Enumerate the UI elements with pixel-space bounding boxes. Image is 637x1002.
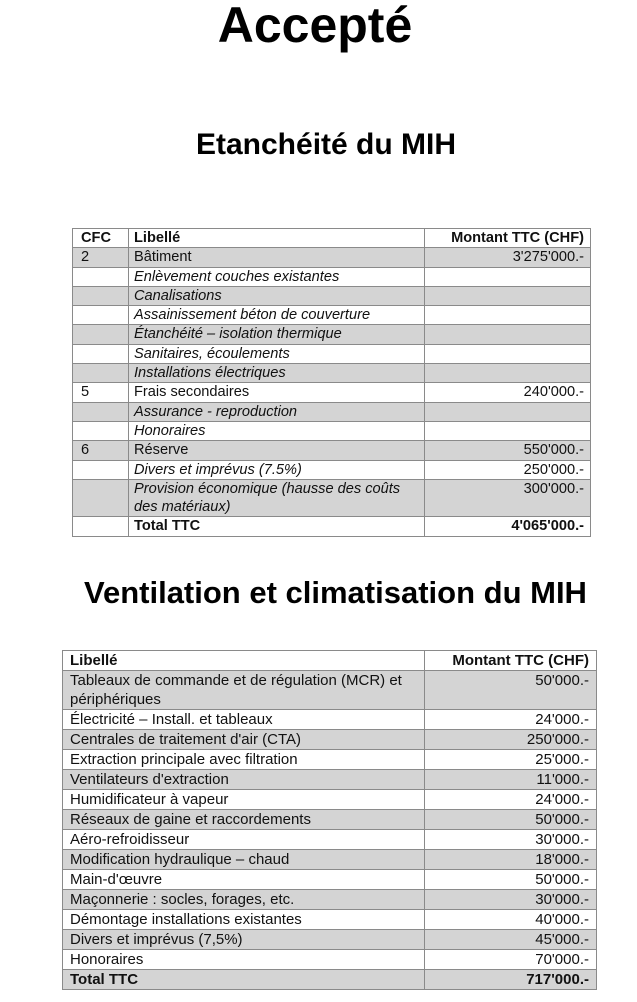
cell-cfc bbox=[73, 421, 129, 440]
cell-cfc: 6 bbox=[73, 441, 129, 460]
cell-label: Réserve bbox=[129, 441, 425, 460]
cell-cfc bbox=[73, 402, 129, 421]
cell-label: Assainissement béton de couverture bbox=[129, 306, 425, 325]
cell-cfc bbox=[73, 325, 129, 344]
table-row bbox=[63, 950, 597, 970]
cell-label: Centrales de traitement d'air (CTA) bbox=[63, 730, 425, 750]
table-row bbox=[63, 850, 597, 870]
cell-amount: 50'000.- bbox=[425, 810, 597, 830]
table-header-row bbox=[73, 229, 591, 248]
cell-label: Honoraires bbox=[129, 421, 425, 440]
cell-label: Démontage installations existantes bbox=[63, 910, 425, 930]
cell-label: Divers et imprévus (7,5%) bbox=[63, 930, 425, 950]
cell-amount: 50'000.- bbox=[425, 870, 597, 890]
etancheite-table-body bbox=[73, 248, 591, 536]
total-cfc bbox=[73, 517, 129, 536]
table-row bbox=[63, 830, 597, 850]
cell-label: Canalisations bbox=[129, 286, 425, 305]
cell-amount: 550'000.- bbox=[425, 441, 591, 460]
section-title-etancheite: Etanchéité du MIH bbox=[195, 128, 457, 161]
cell-label: Assurance - reproduction bbox=[129, 402, 425, 421]
table-row bbox=[73, 325, 591, 344]
table-row bbox=[73, 306, 591, 325]
cell-label: Divers et imprévus (7.5%) bbox=[129, 460, 425, 479]
cell-label: Sanitaires, écoulements bbox=[129, 344, 425, 363]
cell-amount: 24'000.- bbox=[425, 710, 597, 730]
cell-label: Maçonnerie : socles, forages, etc. bbox=[63, 890, 425, 910]
cell-amount: 40'000.- bbox=[425, 910, 597, 930]
cell-label: Étanchéité – isolation thermique bbox=[129, 325, 425, 344]
cell-label: Bâtiment bbox=[129, 248, 425, 267]
cell-amount: 240'000.- bbox=[425, 383, 591, 402]
cell-amount: 24'000.- bbox=[425, 790, 597, 810]
cell-label: Installations électriques bbox=[129, 364, 425, 383]
total-row bbox=[73, 517, 591, 536]
table-row bbox=[73, 383, 591, 402]
cell-cfc bbox=[73, 479, 129, 517]
cell-cfc bbox=[73, 306, 129, 325]
cell-cfc bbox=[73, 344, 129, 363]
cell-label: Honoraires bbox=[63, 950, 425, 970]
cell-amount: 18'000.- bbox=[425, 850, 597, 870]
cell-label: Réseaux de gaine et raccordements bbox=[63, 810, 425, 830]
table-row bbox=[73, 402, 591, 421]
cell-label: Frais secondaires bbox=[129, 383, 425, 402]
cell-amount bbox=[425, 364, 591, 383]
cell-amount bbox=[425, 306, 591, 325]
total-label: Total TTC bbox=[63, 970, 425, 990]
table-row bbox=[63, 810, 597, 830]
cell-label: Ventilateurs d'extraction bbox=[63, 770, 425, 790]
table-row bbox=[73, 344, 591, 363]
total-label: Total TTC bbox=[129, 517, 425, 536]
etancheite-cost-table bbox=[72, 228, 591, 537]
table-row bbox=[73, 267, 591, 286]
table-row bbox=[63, 870, 597, 890]
table-row bbox=[63, 790, 597, 810]
header-label: Libellé bbox=[63, 651, 425, 671]
cell-amount bbox=[425, 286, 591, 305]
table-row bbox=[73, 248, 591, 267]
table-row bbox=[63, 890, 597, 910]
cell-amount: 3'275'000.- bbox=[425, 248, 591, 267]
table-row bbox=[63, 910, 597, 930]
header-cfc: CFC bbox=[73, 229, 129, 248]
table-row bbox=[63, 750, 597, 770]
cell-amount: 11'000.- bbox=[425, 770, 597, 790]
cell-amount bbox=[425, 325, 591, 344]
table-header-row bbox=[63, 651, 597, 671]
table-row bbox=[63, 730, 597, 750]
table-row bbox=[73, 286, 591, 305]
table-row bbox=[73, 421, 591, 440]
cell-amount: 30'000.- bbox=[425, 830, 597, 850]
document-title: Accepté bbox=[217, 0, 413, 53]
cell-amount: 250'000.- bbox=[425, 460, 591, 479]
table-row bbox=[73, 479, 591, 517]
ventilation-cost-table bbox=[62, 650, 597, 990]
cell-cfc bbox=[73, 460, 129, 479]
cell-amount bbox=[425, 267, 591, 286]
cell-amount: 70'000.- bbox=[425, 950, 597, 970]
cell-amount: 300'000.- bbox=[425, 479, 591, 517]
cell-amount: 30'000.- bbox=[425, 890, 597, 910]
cell-label: Enlèvement couches existantes bbox=[129, 267, 425, 286]
table-row bbox=[73, 364, 591, 383]
cell-cfc: 5 bbox=[73, 383, 129, 402]
cell-label: Main-d'œuvre bbox=[63, 870, 425, 890]
total-amount: 717'000.- bbox=[425, 970, 597, 990]
cell-cfc bbox=[73, 267, 129, 286]
cell-label: Électricité – Install. et tableaux bbox=[63, 710, 425, 730]
cell-label: Provision économique (hausse des coûts des matériaux) bbox=[129, 479, 425, 517]
section-title-ventilation: Ventilation et climatisation du MIH bbox=[84, 575, 587, 610]
cell-cfc bbox=[73, 364, 129, 383]
table-row bbox=[63, 930, 597, 950]
header-amount: Montant TTC (CHF) bbox=[425, 229, 591, 248]
cell-amount bbox=[425, 421, 591, 440]
cell-label: Humidificateur à vapeur bbox=[63, 790, 425, 810]
total-row bbox=[63, 970, 597, 990]
cell-label: Modification hydraulique – chaud bbox=[63, 850, 425, 870]
cell-cfc: 2 bbox=[73, 248, 129, 267]
table-row bbox=[73, 460, 591, 479]
cell-amount bbox=[425, 402, 591, 421]
cell-label: Extraction principale avec filtration bbox=[63, 750, 425, 770]
cell-label: Tableaux de commande et de régulation (MCR) et périphériques bbox=[63, 671, 425, 710]
cell-amount bbox=[425, 344, 591, 363]
header-amount: Montant TTC (CHF) bbox=[425, 651, 597, 671]
ventilation-table-body bbox=[63, 671, 597, 990]
cell-amount: 45'000.- bbox=[425, 930, 597, 950]
cell-amount: 50'000.- bbox=[425, 671, 597, 710]
table-row bbox=[63, 671, 597, 710]
table-row bbox=[73, 441, 591, 460]
table-row bbox=[63, 710, 597, 730]
cell-cfc bbox=[73, 286, 129, 305]
cell-label: Aéro-refroidisseur bbox=[63, 830, 425, 850]
cell-amount: 250'000.- bbox=[425, 730, 597, 750]
header-label: Libellé bbox=[129, 229, 425, 248]
table-row bbox=[63, 770, 597, 790]
total-amount: 4'065'000.- bbox=[425, 517, 591, 536]
cell-amount: 25'000.- bbox=[425, 750, 597, 770]
